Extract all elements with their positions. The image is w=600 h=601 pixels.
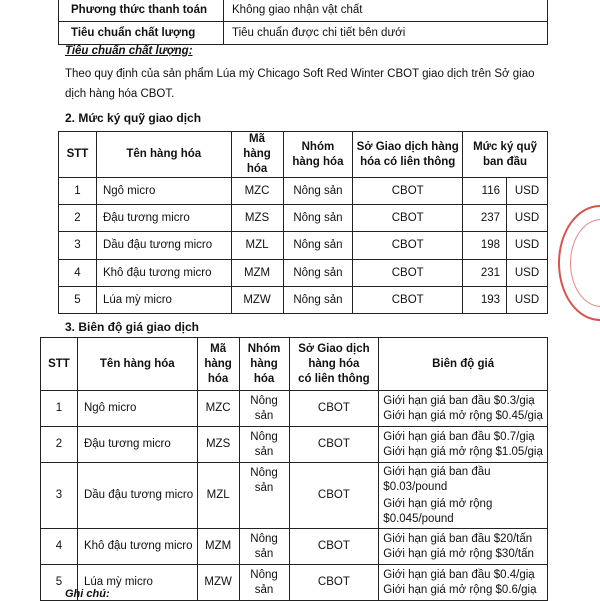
- cell-exchange: CBOT: [353, 232, 463, 259]
- cell-currency: USD: [507, 286, 548, 313]
- cell-code: MZM: [231, 259, 283, 286]
- cell-code: MZM: [197, 529, 239, 565]
- cell-code: MZS: [197, 427, 239, 463]
- term-key: Phương thức thanh toán: [59, 0, 224, 22]
- cell-stt: 4: [59, 259, 97, 286]
- header-margin: Mức ký quỹ ban đầu: [463, 132, 548, 178]
- cell-code: MZC: [197, 391, 239, 427]
- cell-code: MZL: [197, 463, 239, 529]
- table-row: [59, 286, 548, 313]
- table-header-row: [59, 132, 548, 178]
- price-range-line: Giới hạn giá mở rộng $0.6/giạ: [383, 583, 537, 596]
- cell-code: MZW: [231, 286, 283, 313]
- contract-terms-table: [58, 0, 548, 45]
- price-range-line: Giới hạn giá ban đầu $20/tấn: [383, 532, 533, 545]
- cell-name: Dầu đậu tương micro: [96, 232, 231, 259]
- table-row: [59, 0, 548, 22]
- cell-group: Nông sản: [239, 529, 289, 565]
- cell-price-range: [379, 565, 548, 601]
- cell-exchange: CBOT: [353, 178, 463, 205]
- price-range-table: [40, 337, 548, 601]
- quality-heading: Tiêu chuẩn chất lượng:: [65, 45, 193, 57]
- cell-margin: 231: [463, 259, 507, 286]
- price-range-line: Giới hạn giá mở rộng $0.45/giạ: [383, 409, 543, 422]
- header-stt: STT: [41, 338, 78, 391]
- term-value: Không giao nhận vật chất: [224, 0, 548, 22]
- cell-group: Nông sản: [283, 232, 353, 259]
- header-exchange: Sở Giao dịch hàng hóa có liên thông: [289, 338, 379, 391]
- cell-code: MZC: [231, 178, 283, 205]
- cell-name: Lúa mỳ micro: [96, 286, 231, 313]
- header-name: Tên hàng hóa: [77, 338, 197, 391]
- table-row: [59, 22, 548, 45]
- header-group: Nhóm hàng hóa: [283, 132, 353, 178]
- section-2-title: 2. Mức ký quỹ giao dịch: [65, 111, 202, 125]
- cell-exchange: CBOT: [289, 565, 379, 601]
- section-3-title: 3. Biên độ giá giao dịch: [65, 320, 200, 334]
- cell-stt: 3: [41, 463, 78, 529]
- cell-exchange: CBOT: [353, 259, 463, 286]
- cell-currency: USD: [507, 259, 548, 286]
- cell-exchange: CBOT: [353, 205, 463, 232]
- cell-name: Ngô micro: [96, 178, 231, 205]
- table-row: [59, 232, 548, 259]
- header-name: Tên hàng hóa: [96, 132, 231, 178]
- term-value: Tiêu chuẩn được chi tiết bên dưới: [224, 22, 548, 45]
- table-row: [59, 178, 548, 205]
- table-row: [41, 427, 548, 463]
- price-range-line: $0.045/pound: [383, 512, 454, 525]
- cell-stt: 2: [59, 205, 97, 232]
- cell-name: Đậu tương micro: [96, 205, 231, 232]
- cell-exchange: CBOT: [353, 286, 463, 313]
- table-row: [41, 391, 548, 427]
- price-range-line: Giới hạn giá ban đầu $0.7/giạ: [383, 430, 535, 443]
- price-range-line: Giới hạn giá mở rộng $30/tấn: [383, 547, 534, 560]
- cell-name: Ngô micro: [77, 391, 197, 427]
- cell-name: Dầu đậu tương micro: [77, 463, 197, 529]
- price-range-line: Giới hạn giá ban đầu $0.3/giạ: [383, 394, 535, 407]
- margin-table: [58, 131, 548, 314]
- table-row: [59, 259, 548, 286]
- cell-stt: 1: [41, 391, 78, 427]
- cell-currency: USD: [507, 178, 548, 205]
- cell-currency: USD: [507, 232, 548, 259]
- cell-margin: 237: [463, 205, 507, 232]
- table-row: [41, 565, 548, 601]
- header-group: Nhóm hàng hóa: [239, 338, 289, 391]
- cell-name: Khô đậu tương micro: [77, 529, 197, 565]
- cell-stt: 1: [59, 178, 97, 205]
- cell-currency: USD: [507, 205, 548, 232]
- cell-group: Nông sản: [283, 205, 353, 232]
- cell-price-range: [379, 529, 548, 565]
- cell-margin: 116: [463, 178, 507, 205]
- cell-margin: 193: [463, 286, 507, 313]
- cell-exchange: CBOT: [289, 463, 379, 529]
- cell-group: Nông sản: [283, 286, 353, 313]
- cell-group: Nông sản: [239, 427, 289, 463]
- cell-group: Nông sản: [283, 259, 353, 286]
- cell-group: Nông sản: [283, 178, 353, 205]
- cell-stt: 5: [59, 286, 97, 313]
- table-row: [41, 529, 548, 565]
- header-exchange: Sở Giao dịch hàng hóa có liên thông: [353, 132, 463, 178]
- cell-price-range: [379, 463, 548, 529]
- table-header-row: [41, 338, 548, 391]
- quality-paragraph: Theo quy định của sản phẩm Lúa mỳ Chicago Soft Red Winter CBOT giao dịch trên Sở giao dịch hàng hóa CBOT.: [65, 68, 535, 100]
- header-code: Mã hàng hóa: [197, 338, 239, 391]
- official-stamp: [558, 205, 600, 321]
- price-range-line: $0.03/pound: [383, 480, 448, 493]
- header-range: Biên độ giá: [379, 338, 548, 391]
- cell-exchange: CBOT: [289, 529, 379, 565]
- cell-margin: 198: [463, 232, 507, 259]
- note-label: Ghi chú:: [65, 588, 110, 600]
- cell-code: MZS: [231, 205, 283, 232]
- cell-code: MZL: [231, 232, 283, 259]
- cell-stt: 5: [41, 565, 78, 601]
- price-range-line: Giới hạn giá mở rộng $1.05/giạ: [383, 445, 543, 458]
- price-range-line: Giới hạn giá mở rộng: [383, 497, 493, 510]
- cell-group: Nông sản: [239, 463, 289, 529]
- header-code: Mã hàng hóa: [231, 132, 283, 178]
- table-row: [59, 205, 548, 232]
- cell-stt: 3: [59, 232, 97, 259]
- cell-group: Nông sản: [239, 565, 289, 601]
- price-range-line: Giới hạn giá ban đầu $0.4/giạ: [383, 568, 535, 581]
- cell-name: Lúa mỳ micro: [77, 565, 197, 601]
- cell-group: Nông sản: [239, 391, 289, 427]
- cell-price-range: [379, 391, 548, 427]
- cell-exchange: CBOT: [289, 427, 379, 463]
- cell-stt: 4: [41, 529, 78, 565]
- cell-price-range: [379, 427, 548, 463]
- table-row: [41, 463, 548, 529]
- cell-stt: 2: [41, 427, 78, 463]
- term-key: Tiêu chuẩn chất lượng: [59, 22, 224, 45]
- cell-code: MZW: [197, 565, 239, 601]
- cell-exchange: CBOT: [289, 391, 379, 427]
- cell-name: Đậu tương micro: [77, 427, 197, 463]
- price-range-line: Giới hạn giá ban đầu: [383, 465, 491, 478]
- header-stt: STT: [59, 132, 97, 178]
- cell-name: Khô đậu tương micro: [96, 259, 231, 286]
